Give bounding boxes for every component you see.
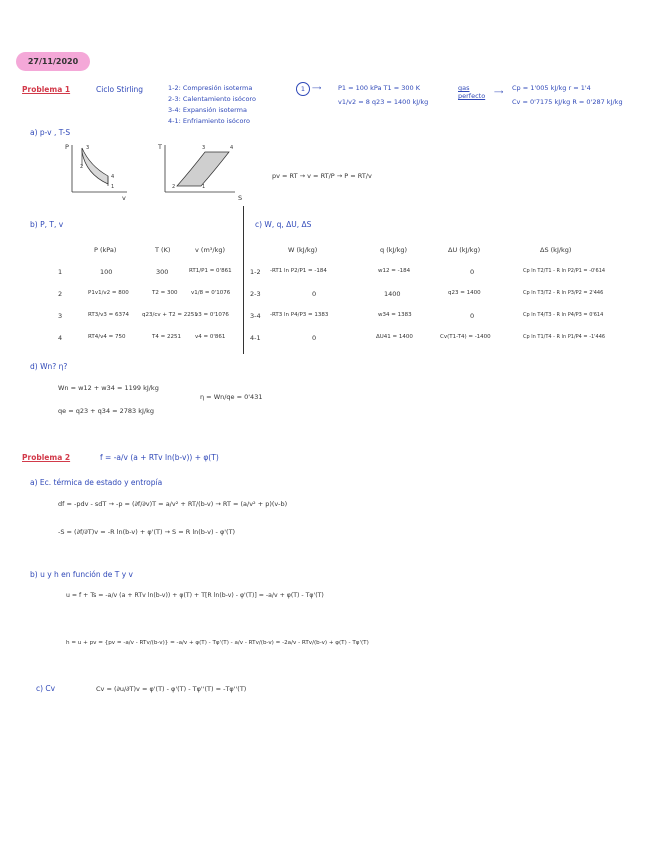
c-row-2-q: 1400: [384, 290, 401, 298]
pv-point-2: 2: [80, 164, 84, 170]
gas-label: gas perfecto: [458, 84, 486, 100]
p2-a-line-1: df = -pdv - sdT → -p = (∂f/∂v)T = a/v² + RT/(b-v) → RT = (a/v² + p)(v-b): [58, 500, 288, 508]
ts-diagram: [155, 140, 243, 202]
step-4: 4-1: Enfriamiento isócoro: [168, 117, 250, 125]
step-2: 2-3: Calentamiento isócoro: [168, 95, 256, 103]
ts-point-1: 1: [202, 184, 206, 190]
table-divider: [243, 206, 244, 354]
b-row-3-p: RT3/v3 = 6374: [88, 312, 129, 318]
b-row-4-t: T4 = 2251: [152, 334, 181, 340]
p2-section-b-label: b) u y h en función de T y v: [30, 570, 133, 579]
c-row-1-w: -RT1 ln P2/P1 = -184: [270, 268, 327, 274]
c-head-q: q (kJ/kg): [380, 246, 408, 254]
pv-axis-v: v: [122, 194, 126, 202]
c-row-4-du: Cv(T1-T4) = -1400: [440, 334, 491, 340]
b-row-4-label: 4: [58, 334, 63, 342]
ts-axis-s: S: [238, 194, 243, 202]
p2-c-line-1: Cv = (∂u/∂T)v = φ'(T) - φ'(T) - Tφ''(T) = -Tφ''(T): [96, 685, 247, 693]
c-row-2-label: 2-3: [250, 290, 261, 298]
circled-number: 1: [296, 82, 310, 96]
cycle-name: Ciclo Stirling: [96, 85, 144, 94]
step-3: 3-4: Expansión isoterma: [168, 106, 247, 114]
c-row-2-w: 0: [312, 290, 317, 298]
c-row-1-du: 0: [470, 268, 475, 276]
date-badge: 27/11/2020: [16, 52, 90, 71]
d-line-2: qe = q23 + q34 = 2783 kJ/kg: [58, 407, 155, 415]
b-row-1-t: 300: [156, 268, 169, 276]
section-a-label: a) p-v , T-S: [30, 128, 71, 137]
p2-b-line-2: h = u + pv = {pv = -a/v - RTv/(b-v)} = -a/v + φ(T) - Tφ'(T) - a/v - RTv/(b-v) = -2a/v - RTv/(b-v) + φ(T) - Tφ'(T): [66, 640, 369, 646]
c-row-3-ds: Cp ln T4/T3 - R ln P4/P3 = 0'614: [523, 312, 604, 318]
c-row-3-w: -RT3 ln P4/P3 = 1383: [270, 312, 329, 318]
p2-a-line-2: -S = (∂f/∂T)v = -R ln(b-v) + φ'(T) → S = R ln(b-v) - φ'(T): [58, 528, 236, 536]
pv-axis-p: P: [65, 143, 69, 151]
problem-2-equation: f = -a/v (a + RTv ln(b-v)) + φ(T): [100, 453, 219, 462]
c-row-4-label: 4-1: [250, 334, 261, 342]
c-row-1-ds: Cp ln T2/T1 - R ln P2/P1 = -0'614: [523, 268, 606, 274]
c-row-3-q: w34 = 1383: [378, 312, 412, 318]
arrow-icon-2: ⟶: [494, 88, 504, 96]
pv-point-1: 1: [111, 184, 115, 190]
arrow-icon: ⟶: [312, 84, 322, 92]
section-b-label: b) P, T, v: [30, 220, 64, 229]
pv-point-3: 3: [86, 145, 90, 151]
b-row-2-t: T2 = 300: [152, 290, 178, 296]
b-row-2-v: v1/8 = 0'1076: [191, 290, 231, 296]
c-row-2-du: q23 = 1400: [448, 290, 481, 296]
c-row-4-q: ΔU41 = 1400: [376, 334, 413, 340]
p2-section-c-label: c) Cv: [36, 684, 56, 693]
c-row-4-ds: Cp ln T1/T4 - R ln P1/P4 = -1'446: [523, 334, 606, 340]
b-row-1-v: RT1/P1 = 0'861: [189, 268, 232, 274]
b-head-v: v (m³/kg): [195, 246, 226, 254]
problem-2-title: Problema 2: [22, 453, 71, 462]
b-head-t: T (K): [155, 246, 171, 254]
b-head-p: P (kPa): [94, 246, 117, 254]
c-row-3-du: 0: [470, 312, 475, 320]
b-row-4-p: RT4/v4 = 750: [88, 334, 126, 340]
state-equation: pv = RT → v = RT/P → P = RT/v: [272, 172, 372, 180]
c-head-ds: ΔS (kJ/kg): [540, 246, 572, 254]
props-line-2: Cv = 0'7175 kJ/kg R = 0'287 kJ/kg: [512, 98, 623, 106]
c-head-du: ΔU (kJ/kg): [448, 246, 481, 254]
step-1: 1-2: Compresión isoterma: [168, 84, 253, 92]
b-row-1-p: 100: [100, 268, 113, 276]
given-line-2: v1/v2 = 8 q23 = 1400 kJ/kg: [338, 98, 429, 106]
section-d-label: d) Wn? η?: [30, 362, 68, 371]
d-efficiency: η = Wn/qe = 0'431: [200, 393, 263, 401]
b-row-4-v: v4 = 0'861: [195, 334, 226, 340]
b-row-3-v: v3 = 0'1076: [195, 312, 229, 318]
props-line-1: Cp = 1'005 kJ/kg r = 1'4: [512, 84, 591, 92]
given-line-1: P1 = 100 kPa T1 = 300 K: [338, 84, 420, 92]
b-row-3-t: q23/cv + T2 = 2251: [142, 312, 198, 318]
c-row-1-q: w12 = -184: [378, 268, 411, 274]
ts-axis-t: T: [158, 143, 162, 151]
b-row-1-label: 1: [58, 268, 63, 276]
ts-point-4: 4: [230, 145, 234, 151]
ts-point-3: 3: [202, 145, 206, 151]
section-c-label: c) W, q, ΔU, ΔS: [255, 220, 312, 229]
p2-section-a-label: a) Ec. térmica de estado y entropía: [30, 478, 163, 487]
pv-point-4: 4: [111, 174, 115, 180]
b-row-2-label: 2: [58, 290, 63, 298]
c-row-1-label: 1-2: [250, 268, 261, 276]
pv-diagram: [62, 140, 132, 200]
c-head-w: W (kJ/kg): [288, 246, 318, 254]
b-row-3-label: 3: [58, 312, 63, 320]
b-row-2-p: P1v1/v2 = 800: [88, 290, 129, 296]
ts-point-2: 2: [172, 184, 176, 190]
p2-b-line-1: u = f + Ts = -a/v (a + RTv ln(b-v)) + φ(T) + T[R ln(b-v) - φ'(T)] = -a/v + φ(T) - Tφ'(T): [66, 592, 324, 599]
c-row-4-w: 0: [312, 334, 317, 342]
problem-1-title: Problema 1: [22, 85, 71, 94]
c-row-3-label: 3-4: [250, 312, 261, 320]
d-line-1: Wn = w12 + w34 = 1199 kJ/kg: [58, 384, 159, 392]
c-row-2-ds: Cp ln T3/T2 - R ln P3/P2 = 2'446: [523, 290, 604, 296]
